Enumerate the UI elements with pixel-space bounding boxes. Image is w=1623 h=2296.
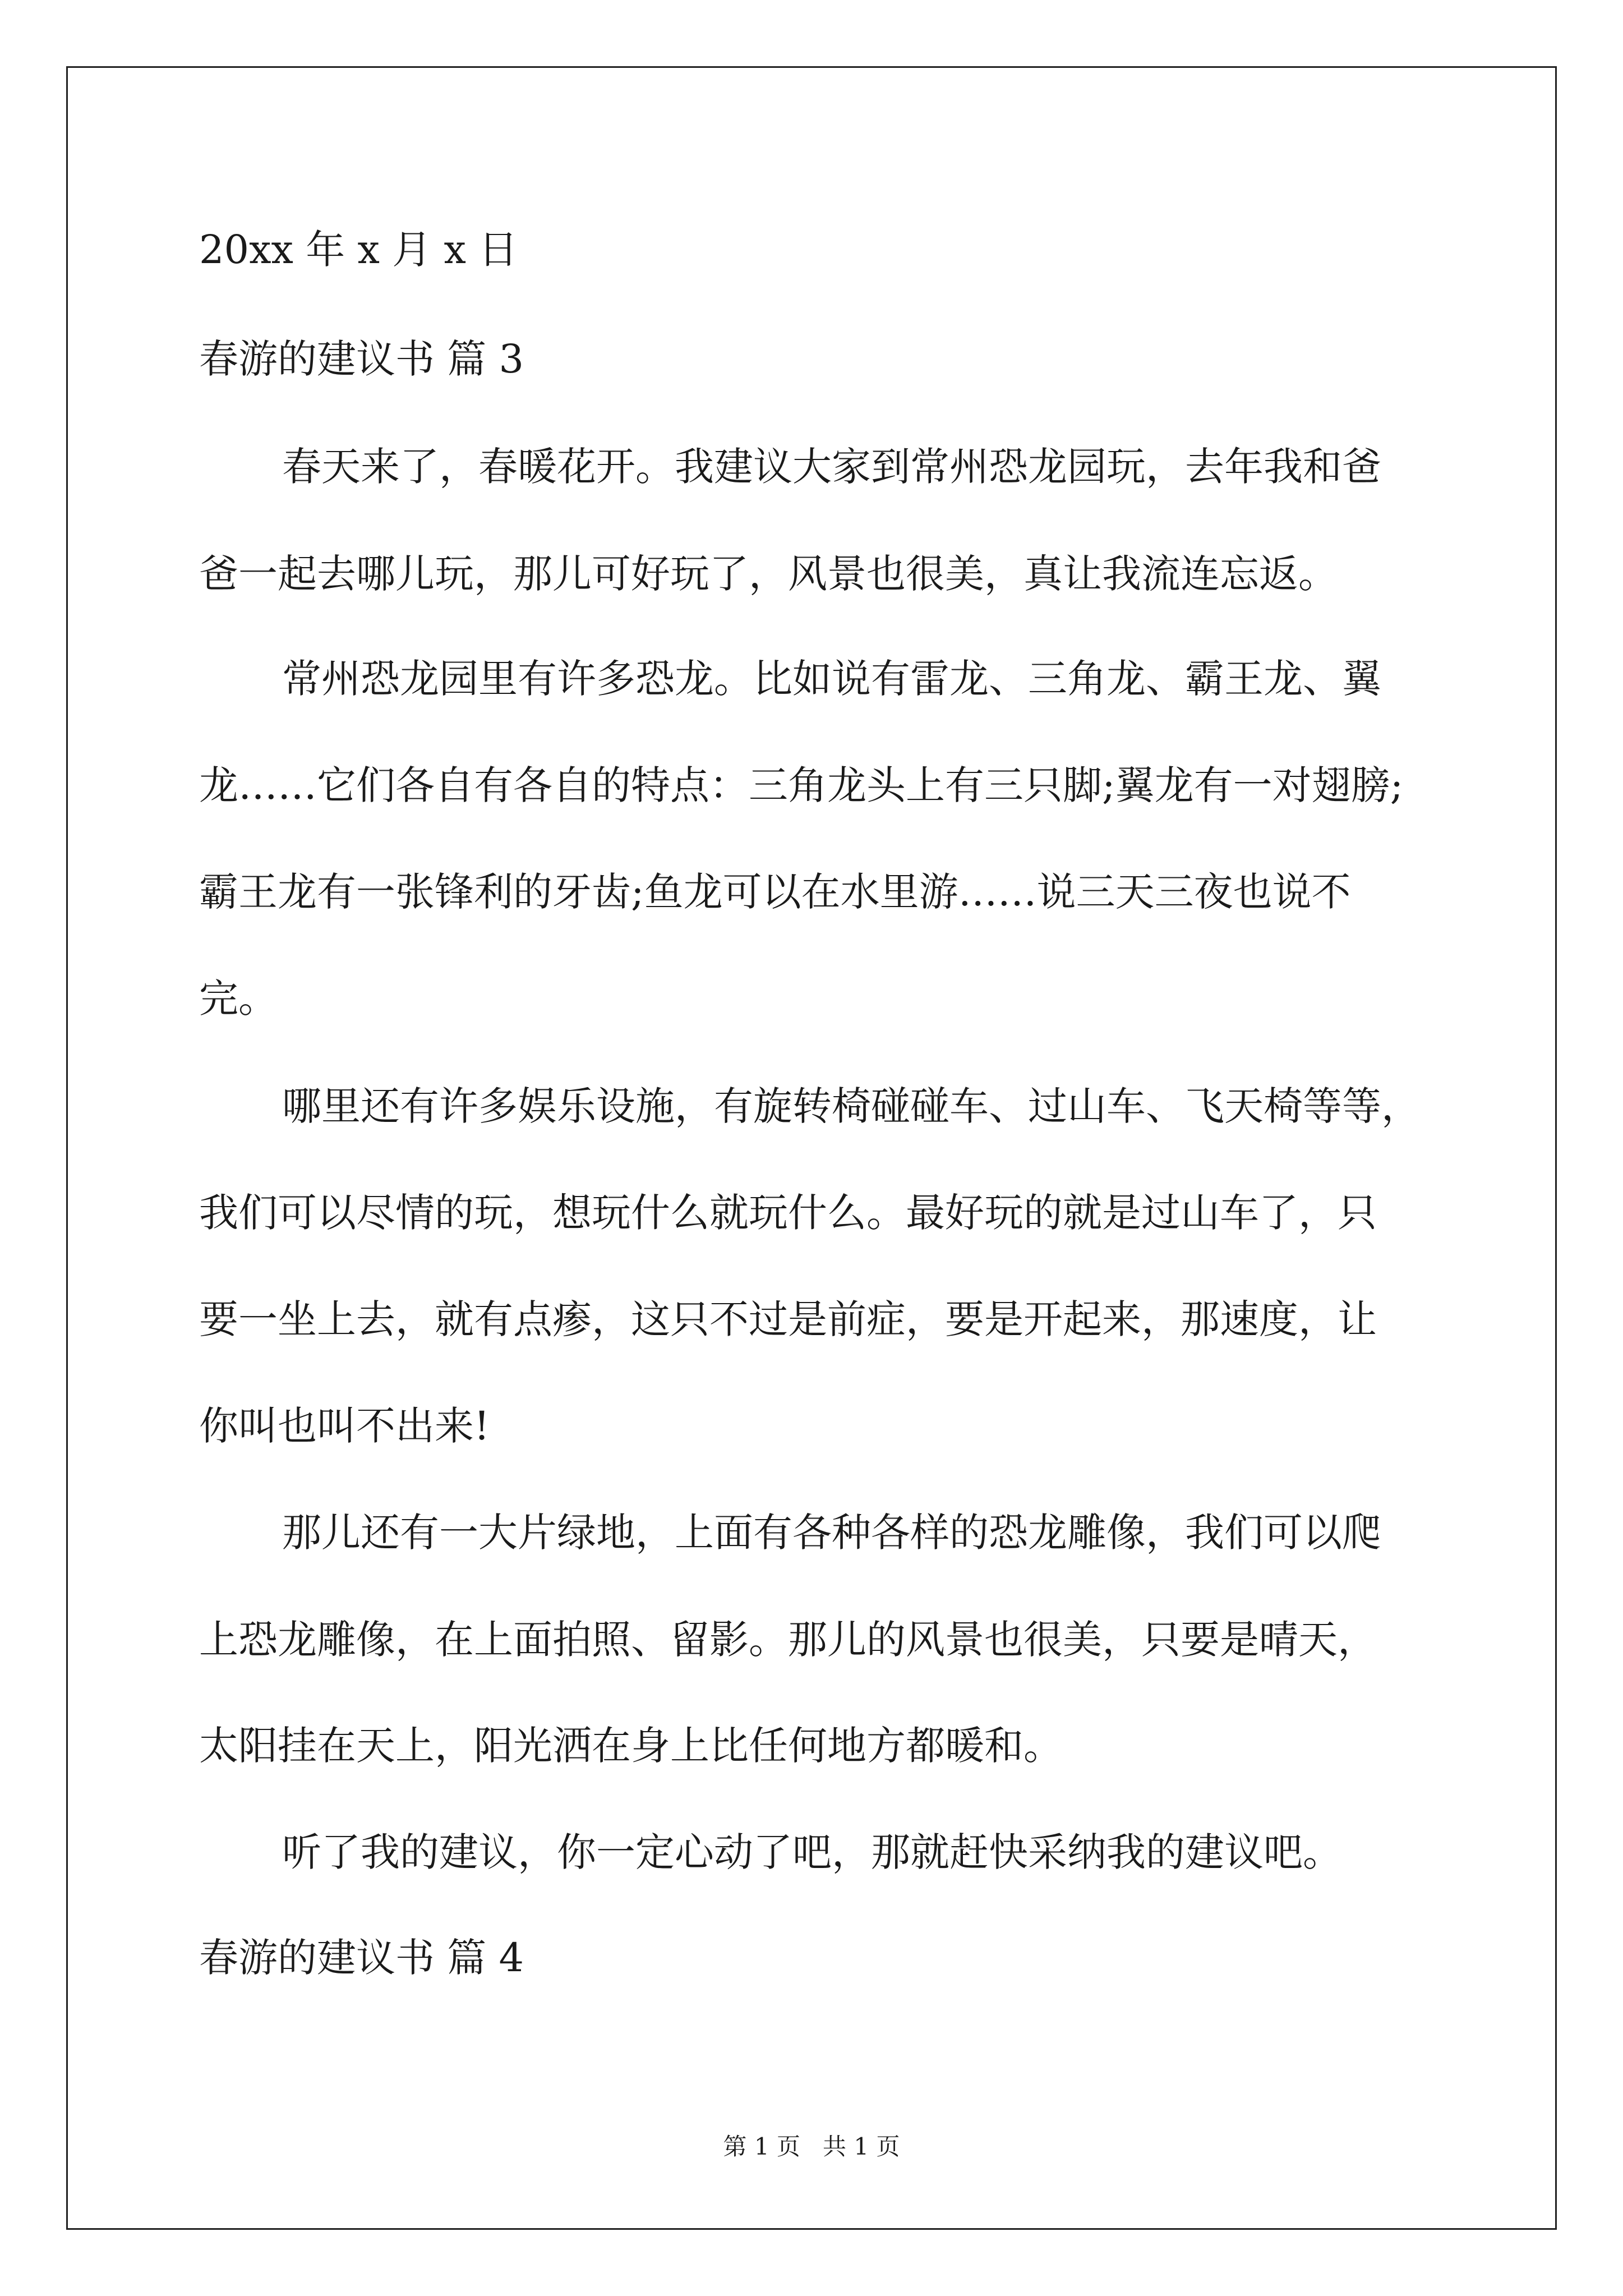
page-border	[66, 66, 1557, 2230]
paragraph-2-line-2: 龙……它们各自有各自的特点：三角龙头上有三只脚;翼龙有一对翅膀;	[199, 762, 1404, 808]
section-heading-3: 春游的建议书 篇 3	[199, 336, 524, 382]
paragraph-1-line-1: 春天来了，春暖花开。我建议大家到常州恐龙园玩，去年我和爸	[282, 444, 1381, 490]
section-heading-4: 春游的建议书 篇 4	[199, 1935, 524, 1981]
paragraph-2-line-3: 霸王龙有一张锋利的牙齿;鱼龙可以在水里游……说三天三夜也说不	[199, 869, 1351, 915]
paragraph-3-line-3: 要一坐上去，就有点瘆，这只不过是前症，要是开起来，那速度，让	[199, 1296, 1377, 1342]
paragraph-3-line-4: 你叫也叫不出来!	[199, 1403, 490, 1449]
paragraph-5-line-1: 听了我的建议，你一定心动了吧，那就赶快采纳我的建议吧。	[282, 1829, 1342, 1875]
paragraph-3-line-2: 我们可以尽情的玩，想玩什么就玩什么。最好玩的就是过山车了，只	[199, 1190, 1377, 1236]
date-line: 20xx 年 x 月 x 日	[199, 227, 518, 273]
paragraph-4-line-2: 上恐龙雕像，在上面拍照、留影。那儿的风景也很美，只要是晴天，	[199, 1617, 1377, 1663]
paragraph-4-line-1: 那儿还有一大片绿地，上面有各种各样的恐龙雕像，我们可以爬	[282, 1510, 1381, 1556]
paragraph-2-line-1: 常州恐龙园里有许多恐龙。比如说有雷龙、三角龙、霸王龙、翼	[282, 656, 1381, 702]
paragraph-2-line-4: 完。	[199, 976, 278, 1022]
page-footer: 第 1 页 共 1 页	[723, 2133, 900, 2160]
paragraph-1-line-2: 爸一起去哪儿玩，那儿可好玩了，风景也很美，真让我流连忘返。	[199, 551, 1338, 597]
paragraph-3-line-1: 哪里还有许多娱乐设施，有旋转椅碰碰车、过山车、飞天椅等等，	[282, 1083, 1421, 1129]
paragraph-4-line-3: 太阳挂在天上，阳光洒在身上比任何地方都暖和。	[199, 1723, 1063, 1769]
